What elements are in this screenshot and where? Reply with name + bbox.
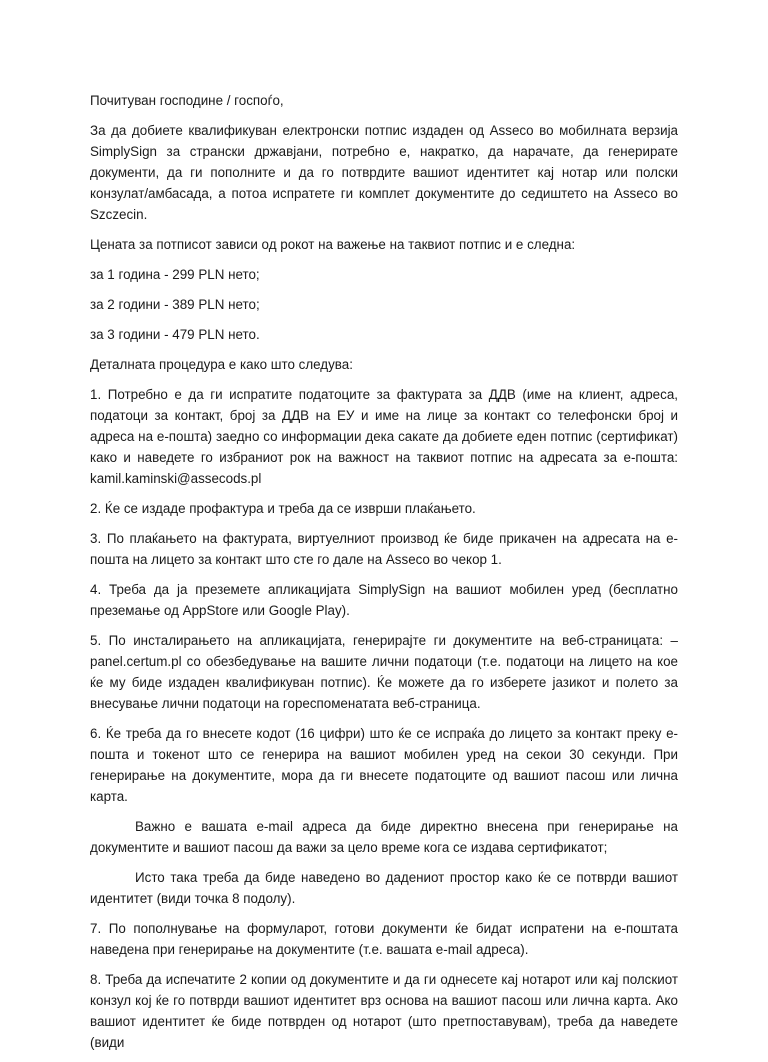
price-3-years: за 3 години - 479 PLN нето. [90, 327, 260, 342]
step-3: 3. По плаќањето на фактурата, виртуелниот производ ќе биде прикачен на адресата на е-пошта на лицето за контакт што сте го дале на Asseco во чекор 1. [90, 531, 678, 567]
greeting: Почитуван господине / госпоѓо, [90, 93, 284, 108]
step-2: 2. Ќе се издаде профактура и треба да се изврши плаќањето. [90, 501, 476, 516]
document-body [90, 90, 678, 1062]
step-8: 8. Треба да испечатите 2 копии од документите и да ги однесете кај нотарот или кај полскиот конзул кој ќе го потврди вашиот идентитет врз основа на вашиот пасош или лична карта. Ако вашиот идентитет ќе биде потврден од нотарот (што претпоставувам), треба да наведете (види [90, 972, 678, 1050]
step-1: 1. Потребно е да ги испратите податоците за фактурата за ДДВ (име на клиент, адреса, податоци за контакт, број за ДДВ на ЕУ и име на лице за контакт со телефонски број и адреса на е-пошта) заедно со информации дека сакате да добиете еден потпис (сертификат) како и наведете го избраниот рок на важност на таквиот потпис на адресата за е-пошта: kamil.kaminski@assecods.pl [90, 387, 678, 486]
step-6: 6. Ќе треба да го внесете кодот (16 цифри) што ќе се испраќа до лицето за контакт преку е-пошта и токенот што се генерира на вашиот мобилен уред на секои 30 секунди. При генерирање на документите, мора да ги внесете податоците од вашиот пасош или лична карта. [90, 726, 678, 804]
price-2-years: за 2 години - 389 PLN нето; [90, 297, 260, 312]
note-identity: Исто така треба да биде наведено во дадениот простор како ќе се потврди вашиот идентитет (види точка 8 подолу). [90, 870, 678, 906]
step-5: 5. По инсталирањето на апликацијата, генерирајте ги документите на веб-страницата: – panel.certum.pl со обезбедување на вашите лични податоци (т.е. податоци на лицето на кое ќе му биде издаден квалификуван потпис). Ќе можете да го изберете јазикот и полето за внесување лични податоци на гореспоменатата веб-страница. [90, 633, 678, 711]
procedure-intro: Деталната процедура е како што следува: [90, 357, 353, 372]
intro-paragraph: За да добиете квалификуван електронски потпис издаден од Assecо во мобилната верзија SimplySign за странски државјани, потребно е, накратко, да нарачате, да генерирате документи, да ги пополните и да го потврдите вашиот идентитет кај нотар или полски конзулат/амбасада, а потоа испратете ги комплет документите до седиштето на Asseco во Szczecin. [90, 123, 678, 222]
price-1-year: за 1 година - 299 PLN нето; [90, 267, 260, 282]
price-intro: Цената за потписот зависи од рокот на важење на таквиот потпис и е следна: [90, 237, 576, 252]
note-email: Важно е вашата e-mail адреса да биде директно внесена при генерирање на документите и вашиот пасош да важи за цело време кога се издава сертификатот; [90, 819, 678, 855]
step-7: 7. По пополнување на формуларот, готови документи ќе бидат испратени на е-поштата наведена при генерирање на документите (т.е. вашата e-mail адреса). [90, 921, 678, 957]
step-4: 4. Треба да ја преземете апликацијата SimplySign на вашиот мобилен уред (бесплатно преземање од AppStore или Google Play). [90, 582, 678, 618]
